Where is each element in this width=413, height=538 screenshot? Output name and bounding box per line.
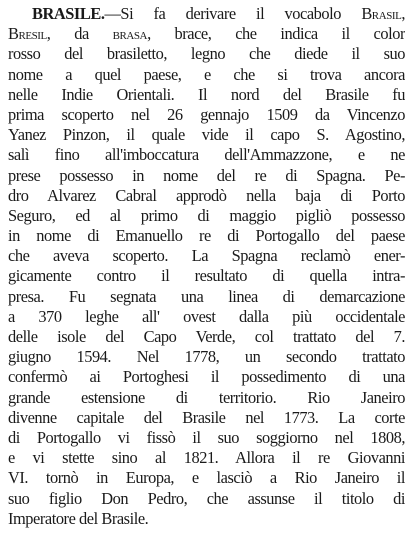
entry-text: , brace, che indica il color <box>147 24 405 44</box>
entry-line: nelle Indie Orientali. Il nord del Brasile fu <box>8 84 405 104</box>
entry-line: confermò ai Portoghesi il possedimento di una <box>8 367 405 387</box>
entry-line: di Portogallo vi fissò il suo soggiorno nel 1808, <box>8 427 405 447</box>
entry-line: che aveva scoperto. La Spagna reclamò ener- <box>8 246 405 266</box>
entry-text: , da <box>46 24 113 44</box>
entry-line <box>8 24 405 44</box>
entry-line: prima scoperto nel 26 gennajo 1509 da Vincenzo <box>8 104 405 124</box>
entry-line: presa. Fu segnata una linea di demarcazione <box>8 286 405 306</box>
entry-line: Imperatore del Brasile. <box>8 508 149 528</box>
entry-line: rosso del brasiletto, legno che diede il suo <box>8 44 405 64</box>
entry-line: divenne capitale del Brasile nel 1773. La corte <box>8 407 405 427</box>
entry-line: Yanez Pinzon, il quale vide il capo S. Agostino, <box>8 125 405 145</box>
entry-line: in nome di Emanuello re di Portogallo del paese <box>8 226 405 246</box>
entry-text: —Si fa derivare il vocabolo <box>104 4 362 23</box>
entry-line: a 370 leghe all' ovest dalla più occidentale <box>8 306 405 326</box>
entry-line: grande estensione di territorio. Rio Janeiro <box>8 387 405 407</box>
entry-line: gicamente contro il resultato di quella intra- <box>8 266 405 286</box>
encyclopedia-entry <box>8 4 405 534</box>
entry-line: delle isole del Capo Verde, col trattato del 7. <box>8 327 405 346</box>
entry-line: VI. tornò in Europa, e lasciò a Rio Janeiro il <box>8 468 405 488</box>
entry-line: nome a quel paese, e che si trova ancora <box>8 64 405 84</box>
term-brasa: brasa <box>112 24 148 44</box>
entry-line: e vi stette sino al 1821. Allora il re Giovanni <box>8 448 405 468</box>
term-brasil: Brasil <box>361 4 402 23</box>
entry-line: Seguro, ed al primo di maggio pigliò possesso <box>8 205 405 225</box>
term-bresil: Bresil <box>8 24 47 44</box>
entry-headword: BRASILE. <box>32 4 105 23</box>
entry-line: prese possesso in nome del re di Spagna. Pe- <box>8 165 405 185</box>
entry-line: salì fino all'imboccatura dell'Ammazzone, e ne <box>8 145 405 165</box>
entry-line <box>8 4 405 24</box>
entry-line: suo figlio Don Pedro, che assunse il titolo di <box>8 488 405 508</box>
entry-text: , <box>401 4 405 23</box>
entry-line: dro Alvarez Cabral approdò nella baja di Porto <box>8 185 405 205</box>
entry-line: giugno 1594. Nel 1778, un secondo trattato <box>8 347 405 367</box>
